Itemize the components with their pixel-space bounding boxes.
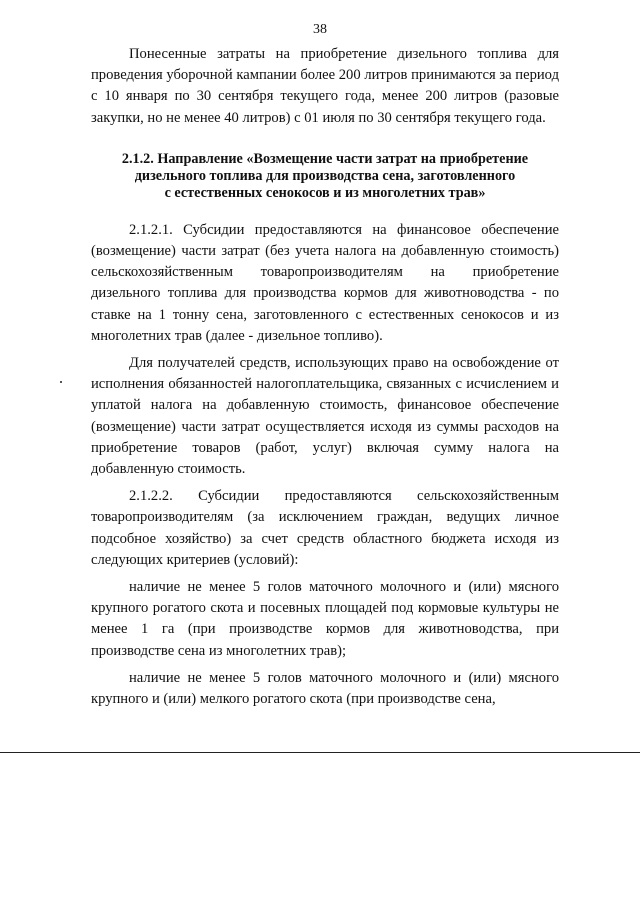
page-number: 38 (313, 22, 327, 37)
section-heading-line: дизельного топлива для производства сена, заготовленного (134, 167, 516, 184)
section-heading (91, 151, 559, 202)
document-body (91, 44, 559, 710)
paragraph-2-1-2-2: 2.1.2.2. Субсидии предоставляются сельскохозяйственным товаропроизводителям (за исключением граждан, ведущих личное подсобное хозяйство) за счет средств областного бюджета исходя из следующих критериев (условий): (91, 488, 559, 568)
section-heading-line: с естественных сенокосов и из многолетних трав» (164, 184, 486, 201)
paragraph-2-1-2-1: 2.1.2.1. Субсидии предоставляются на финансовое обеспечение (возмещение) части затрат (без учета налога на добавленную стоимость) сельскохозяйственным товаропроизводителям на приобретение дизельного топлива для производства кормов для животноводства - по ставке на 1 тонну сена, заготовленного с естественных сенокосов и из многолетних трав (далее - дизельное топливо). (91, 221, 559, 344)
paragraph-vat-exemption: Для получателей средств, использующих право на освобождение от исполнения обязанностей налогоплательщика, связанных с исчислением и уплатой налога на добавленную стоимость, финансовое обеспечение (возмещение) части затрат осуществляется исходя из суммы расходов на приобретение товаров (работ, услуг) включая сумму налога на добавленную стоимость. (91, 355, 559, 478)
paragraph-criterion-cattle: наличие не менее 5 голов маточного молочного и (или) мясного крупного рогатого скота и посевных площадей под кормовые культуры не менее 1 га (при производстве кормов для животноводства, при производстве сена из многолетних трав); (91, 579, 559, 659)
paragraph-criterion-livestock: наличие не менее 5 голов маточного молочного и (или) мясного крупного и (или) мелкого рогатого скота (при производстве сена, (91, 669, 559, 708)
page-bottom-rule (0, 752, 640, 753)
section-heading-line: 2.1.2. Направление «Возмещение части затрат на приобретение (121, 150, 529, 167)
paragraph-fuel-period: Понесенные затраты на приобретение дизельного топлива для проведения уборочной кампании более 200 литров принимаются за период с 10 января по 30 сентября текущего года, менее 200 литров (разовые закупки, но не менее 40 литров) с 01 июля по 30 сентября текущего года. (91, 46, 559, 126)
scan-margin-mark (60, 381, 62, 383)
